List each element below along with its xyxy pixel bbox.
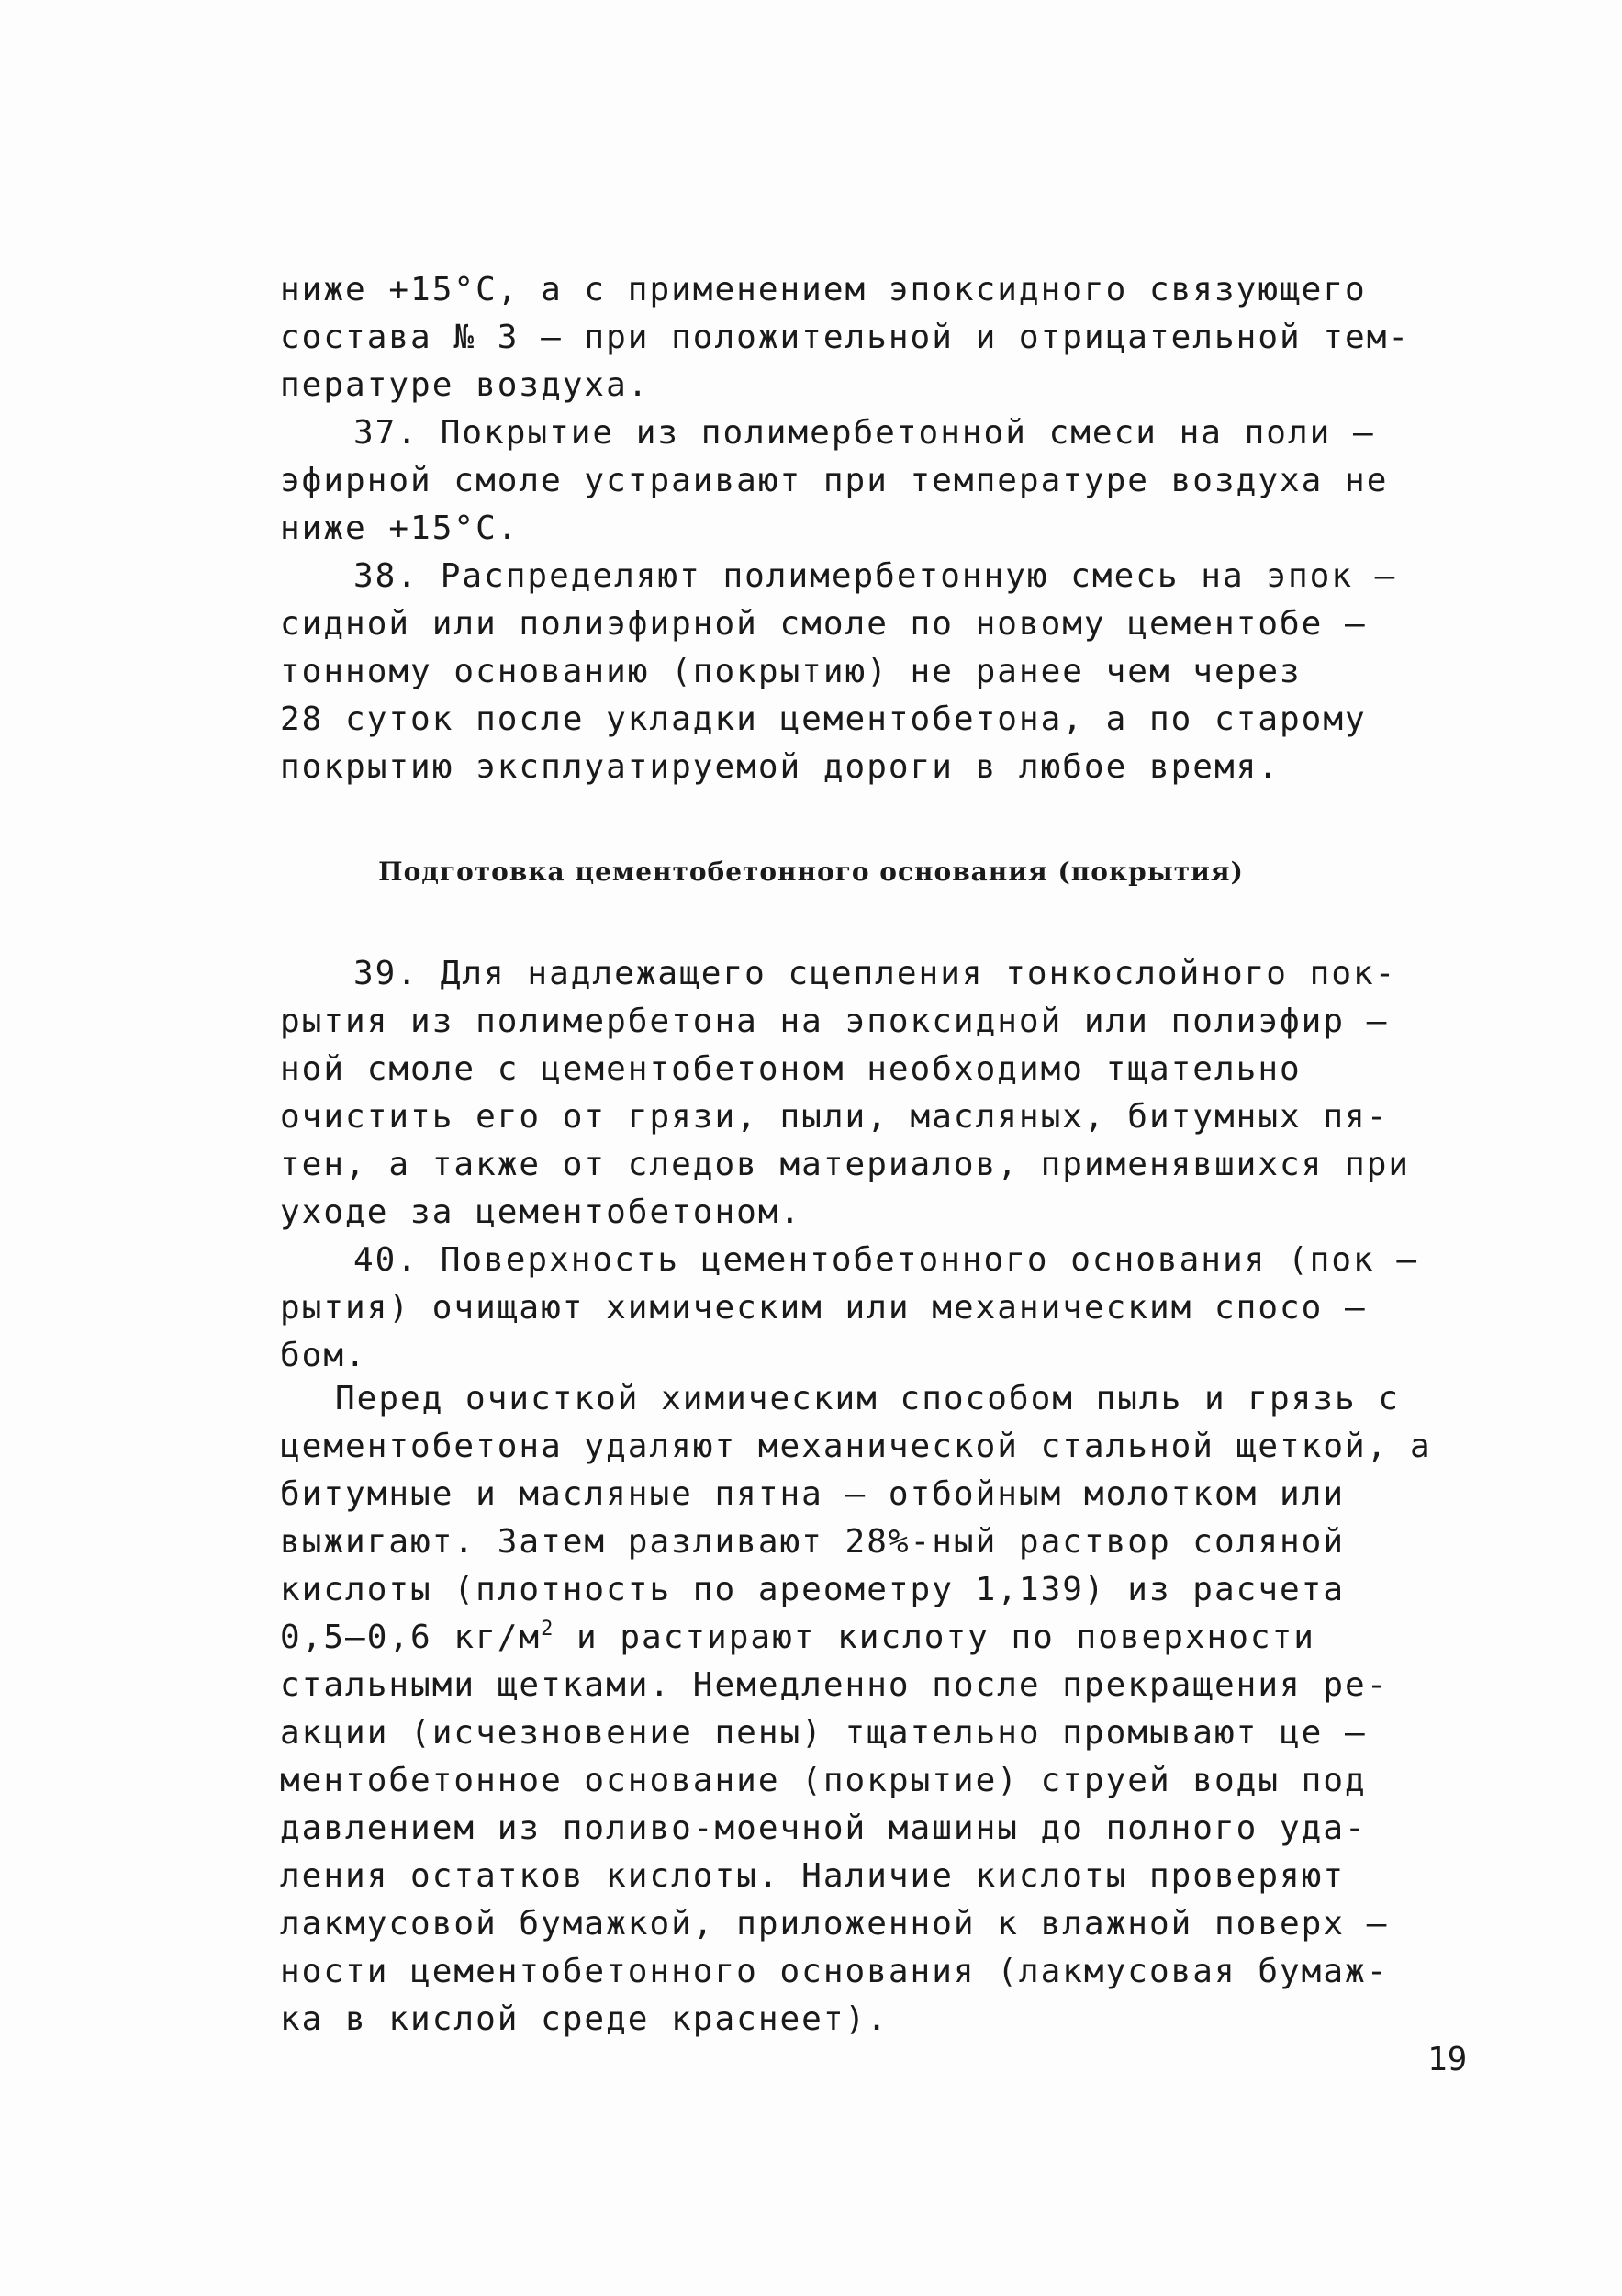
text-line: состава № 3 – при положительной и отрицательной тем-: [280, 319, 1411, 356]
text-line: рытия) очищают химическим или механическим спосо –: [280, 1289, 1367, 1327]
paragraph-39-start: 39. Для надлежащего сцепления тонкослойного пок-: [353, 955, 1397, 992]
paragraph-38-start: 38. Распределяют полимербетонную смесь на эпок –: [353, 557, 1397, 595]
text-line: ниже +15°С.: [280, 510, 520, 547]
paragraph-cleaning-start: Перед очисткой химическим способом пыль и грязь с: [335, 1380, 1401, 1417]
text-line: 28 суток после укладки цементобетона, а по старому: [280, 700, 1367, 738]
text-line: эфирной смоле устраивают при температуре воздуха не: [280, 462, 1389, 499]
text-line: кислоты (плотность по ареометру 1,139) из расчета: [280, 1571, 1346, 1608]
text-line: лакмусовой бумажкой, приложенной к влажной поверх –: [280, 1905, 1389, 1943]
section-heading: Подготовка цементобетонного основания (покрытия): [378, 857, 1244, 887]
text-line: бом.: [280, 1337, 367, 1374]
text-line: стальными щетками. Немедленно после прекращения ре-: [280, 1666, 1389, 1704]
text-line: ниже +15°С, а с применением эпоксидного связующего: [280, 271, 1367, 308]
text-line: уходе за цементобетоном.: [280, 1193, 802, 1231]
text-line-with-superscript: [280, 1614, 1501, 1662]
text-line: цементобетона удаляют механической стальной щеткой, а: [280, 1428, 1432, 1465]
text-block-middle: [280, 950, 1501, 1380]
text-line: давлением из поливо-моечной машины до полного уда-: [280, 1809, 1367, 1847]
text-line-part: и растирают кислоту по поверхности: [554, 1618, 1315, 1656]
text-line-part: 0,5–0,6 кг/м: [280, 1618, 542, 1656]
superscript: 2: [541, 1618, 555, 1641]
text-line: битумные и масляные пятна – отбойным молотком или: [280, 1475, 1346, 1513]
text-line: ности цементобетонного основания (лакмусовая бумаж-: [280, 1953, 1389, 1990]
text-line: пературе воздуха.: [280, 366, 650, 404]
paragraph-37-start: 37. Покрытие из полимербетонной смеси на поли –: [353, 414, 1375, 452]
text-line: ной смоле с цементобетоном необходимо тщательно: [280, 1050, 1302, 1088]
text-line: выжигают. Затем разливают 28%-ный раствор соляной: [280, 1523, 1346, 1561]
text-line: ка в кислой среде краснеет).: [280, 2000, 889, 2038]
text-line: тен, а также от следов материалов, применявшихся при: [280, 1146, 1411, 1183]
text-line: тонному основанию (покрытию) не ранее чем через: [280, 653, 1302, 690]
text-block-top: [280, 266, 1501, 791]
paragraph-40-start: 40. Поверхность цементобетонного основания (пок –: [353, 1241, 1419, 1279]
text-line: ментобетонное основание (покрытие) струей воды под: [280, 1762, 1367, 1799]
page-number: 19: [1427, 2041, 1468, 2078]
text-line: рытия из полимербетона на эпоксидной или полиэфир –: [280, 1002, 1389, 1040]
text-line: сидной или полиэфирной смоле по новому цементобе –: [280, 605, 1367, 643]
text-line: акции (исчезновение пены) тщательно промывают це –: [280, 1714, 1367, 1752]
text-block-bottom: [280, 1375, 1501, 2044]
text-line: ления остатков кислоты. Наличие кислоты проверяют: [280, 1857, 1346, 1895]
text-line: очистить его от грязи, пыли, масляных, битумных пя-: [280, 1098, 1389, 1136]
text-line: покрытию эксплуатируемой дороги в любое время.: [280, 748, 1280, 786]
